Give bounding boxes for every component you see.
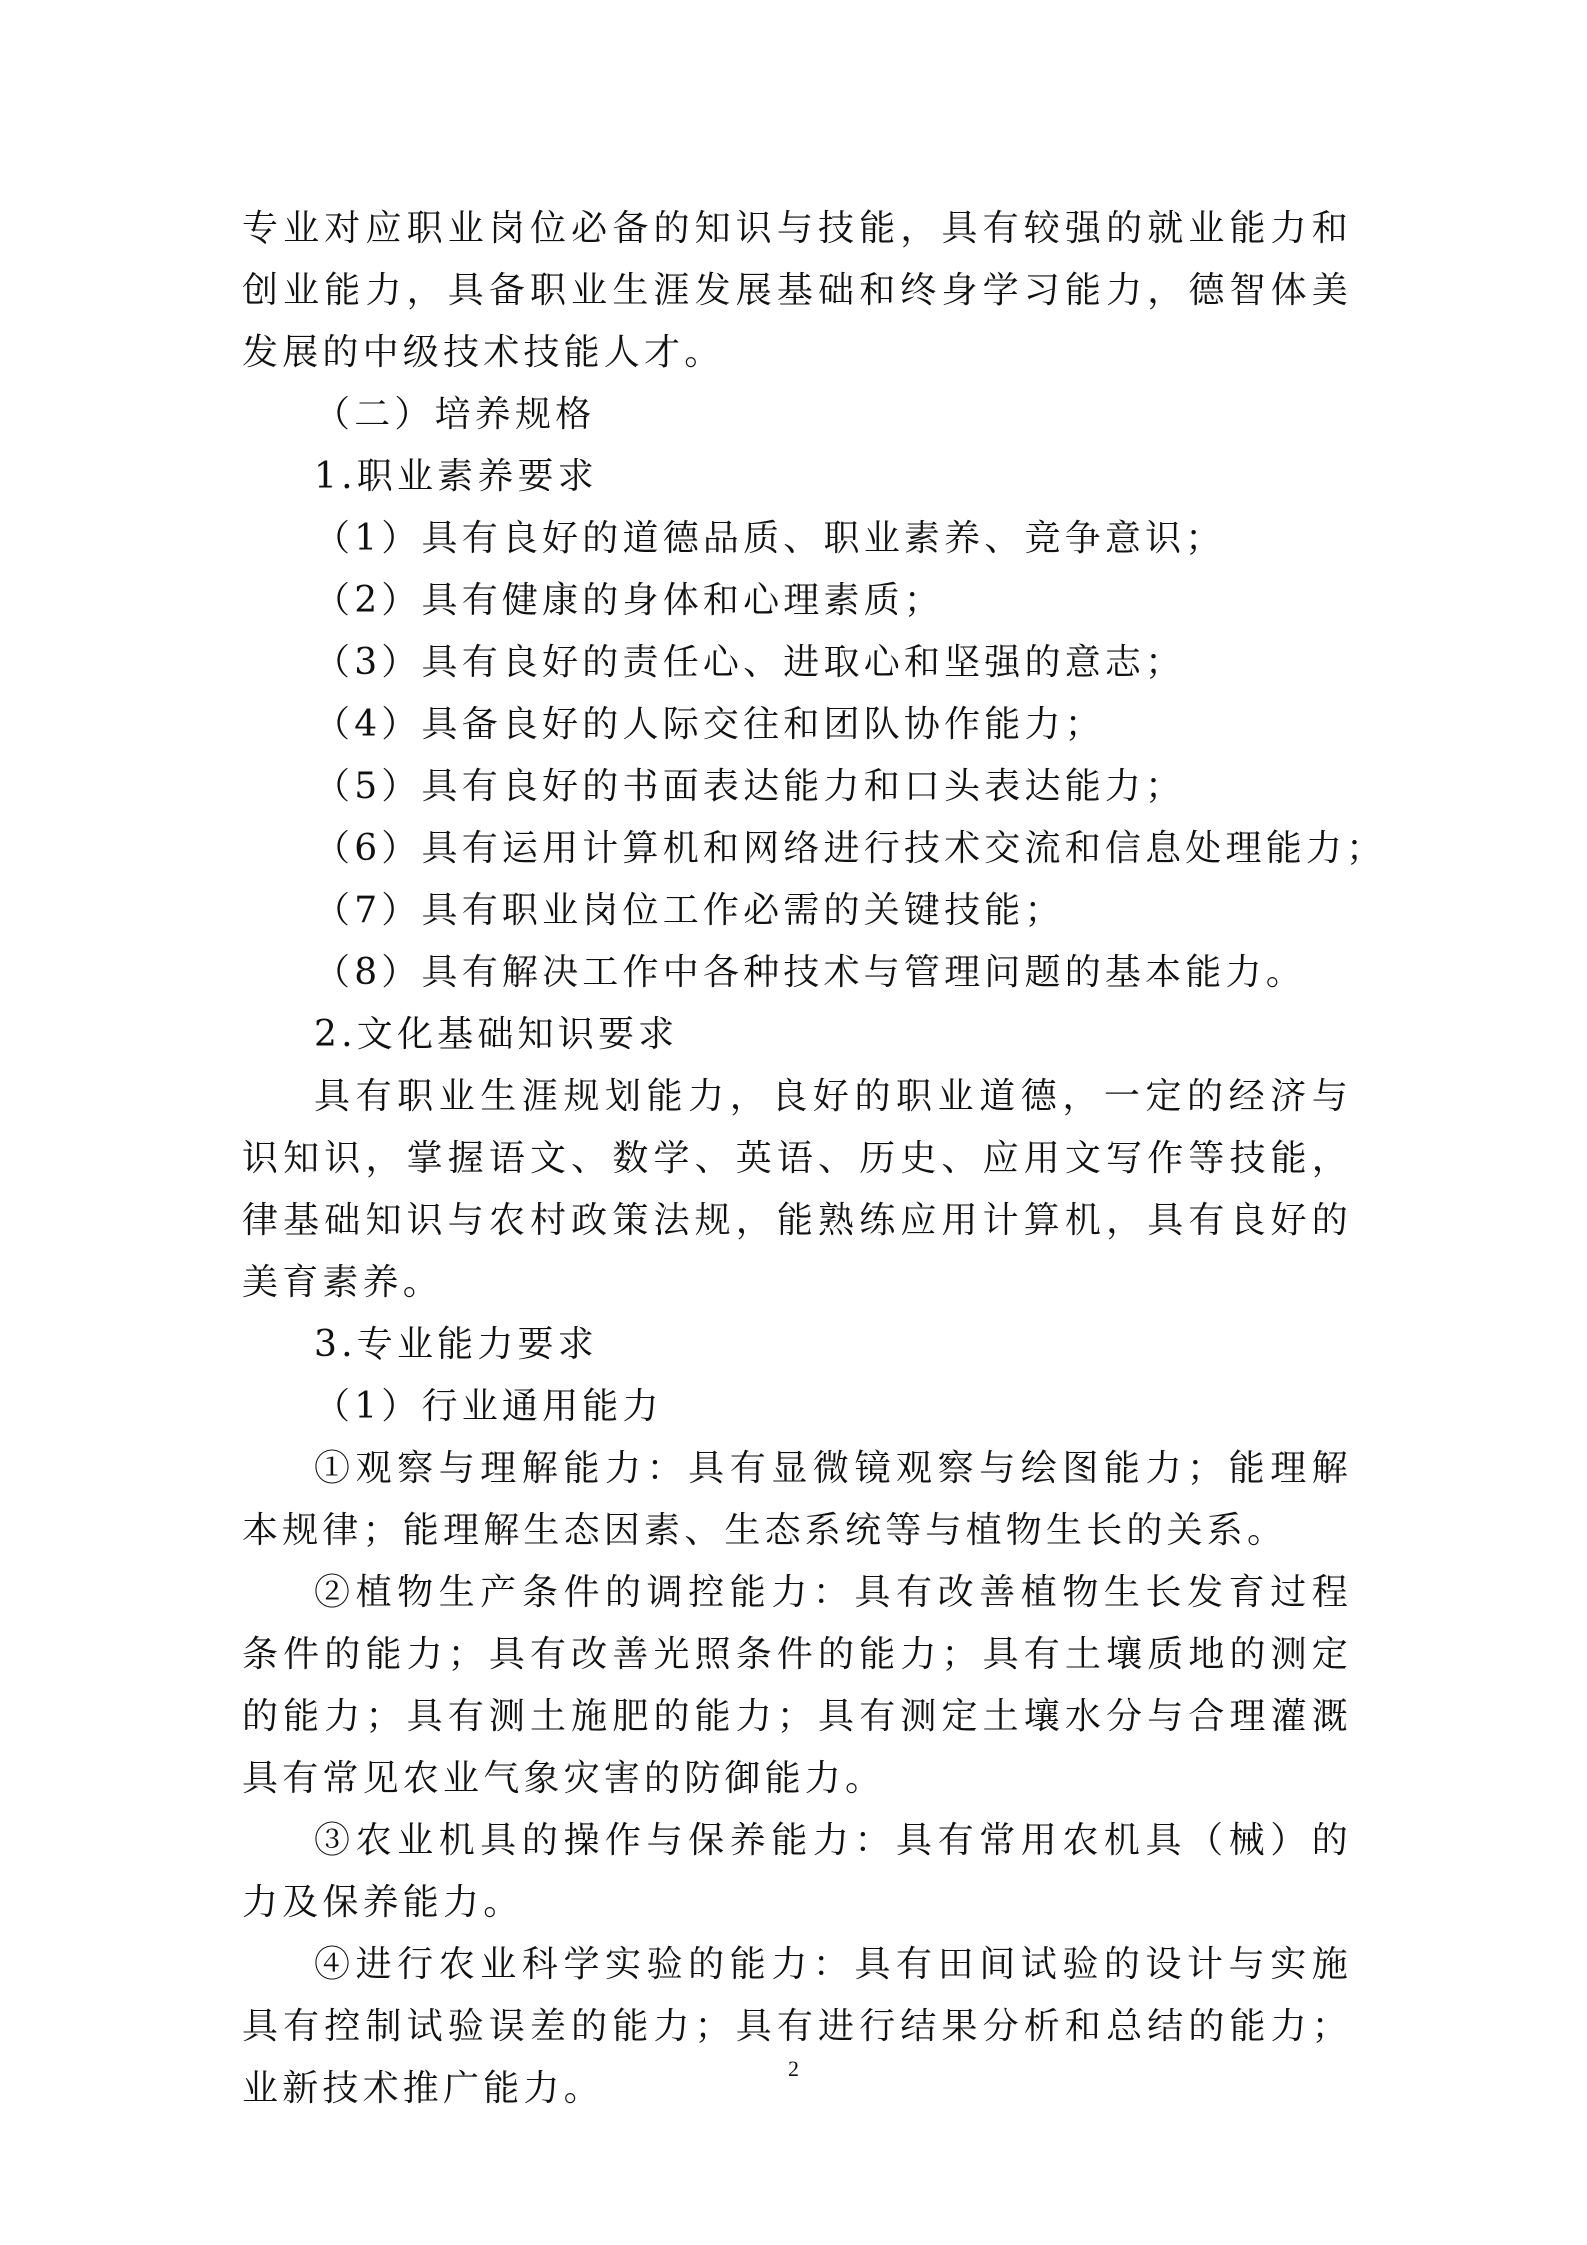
body-line: 本规律；能理解生态因素、生态系统等与植物生长的关系。 <box>242 1510 1288 1551</box>
body-line: 识知识，掌握语文、数学、英语、历史、应用文写作等技能， <box>242 1138 1352 1179</box>
subsection-heading: 3.专业能力要求 <box>314 1324 598 1365</box>
body-line: 条件的能力；具有改善光照条件的能力；具有土壤质地的测定 <box>242 1634 1352 1675</box>
list-item: （1）具有良好的道德品质、职业素养、竞争意识； <box>314 518 1226 559</box>
body-line: 业新技术推广能力。 <box>242 2068 604 2109</box>
list-item: （6）具有运用计算机和网络进行技术交流和信息处理能力； <box>314 828 1387 869</box>
body-line: 具有常见农业气象灾害的防御能力。 <box>242 1758 886 1799</box>
body-line: 具有职业生涯规划能力，良好的职业道德，一定的经济与 <box>314 1076 1352 1117</box>
subsection-heading: 2.文化基础知识要求 <box>314 1014 679 1055</box>
body-line: 的能力；具有测土施肥的能力；具有测定土壤水分与合理灌溉 <box>242 1696 1352 1737</box>
list-item: （8）具有解决工作中各种技术与管理问题的基本能力。 <box>314 952 1306 993</box>
list-item: （2）具有健康的身体和心理素质； <box>314 580 945 621</box>
list-item: （1）行业通用能力 <box>314 1386 663 1427</box>
list-item: （4）具备良好的人际交往和团队协作能力； <box>314 704 1105 745</box>
list-item: （3）具有良好的责任心、进取心和坚强的意志； <box>314 642 1186 683</box>
body-line: 专业对应职业岗位必备的知识与技能，具有较强的就业能力和 <box>242 208 1352 249</box>
body-line: 创业能力，具备职业生涯发展基础和终身学习能力，德智体美 <box>242 270 1352 311</box>
page-body <box>242 198 1387 2120</box>
subsection-heading: 1.职业素养要求 <box>314 456 598 497</box>
body-line: 美育素养。 <box>242 1262 444 1303</box>
body-line: 发展的中级技术技能人才。 <box>242 332 725 373</box>
body-line: 律基础知识与农村政策法规，能熟练应用计算机，具有良好的 <box>242 1200 1352 1241</box>
list-item: （7）具有职业岗位工作必需的关键技能； <box>314 890 1065 931</box>
body-line: 具有控制试验误差的能力；具有进行结果分析和总结的能力； <box>242 2006 1352 2047</box>
list-item: （5）具有良好的书面表达能力和口头表达能力； <box>314 766 1186 807</box>
body-line: 力及保养能力。 <box>242 1882 524 1923</box>
page-number: 2 <box>788 2056 799 2081</box>
body-line: ①观察与理解能力：具有显微镜观察与绘图能力；能理解 <box>314 1448 1352 1489</box>
body-line: ②植物生产条件的调控能力：具有改善植物生长发育过程 <box>314 1572 1352 1613</box>
body-line: ④进行农业科学实验的能力：具有田间试验的设计与实施 <box>314 1944 1352 1985</box>
body-line: ③农业机具的操作与保养能力：具有常用农机具（械）的 <box>314 1820 1352 1861</box>
section-heading: （二）培养规格 <box>314 394 596 435</box>
